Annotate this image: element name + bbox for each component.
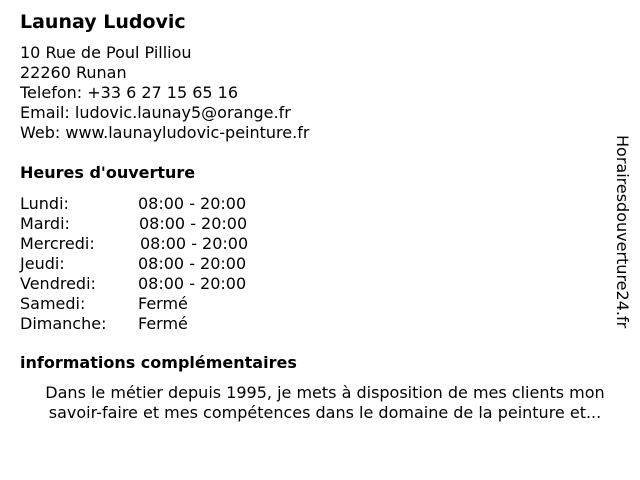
day-label: Dimanche: bbox=[20, 314, 107, 333]
day-hours: Fermé bbox=[138, 314, 188, 333]
city-postcode: 22260 Runan bbox=[20, 63, 127, 82]
email-address[interactable]: Email: ludovic.launay5@orange.fr bbox=[20, 103, 291, 122]
contact-block bbox=[20, 43, 309, 143]
day-label: Jeudi: bbox=[20, 254, 65, 273]
info-heading: informations complémentaires bbox=[20, 353, 297, 372]
street-address: 10 Rue de Poul Pilliou bbox=[20, 43, 192, 62]
info-line: savoir-faire et mes compétences dans le domaine de la peinture et... bbox=[48, 403, 602, 422]
site-watermark: Horairesdouverture24.fr bbox=[613, 135, 632, 329]
day-label: Mercredi: bbox=[20, 234, 95, 253]
day-label: Lundi: bbox=[20, 194, 69, 213]
day-label: Samedi: bbox=[20, 294, 86, 313]
day-hours: 08:00 - 20:00 bbox=[138, 274, 247, 293]
info-line: Dans le métier depuis 1995, je mets à disposition de mes clients mon bbox=[45, 383, 605, 402]
website-link[interactable]: Web: www.launayludovic-peinture.fr bbox=[20, 123, 310, 142]
business-name: Launay Ludovic bbox=[20, 11, 186, 33]
day-label: Vendredi: bbox=[20, 274, 96, 293]
day-hours: 08:00 - 20:00 bbox=[138, 254, 247, 273]
phone-number[interactable]: Telefon: +33 6 27 15 65 16 bbox=[20, 83, 239, 102]
info-text bbox=[20, 383, 630, 423]
day-hours: 08:00 - 20:00 bbox=[139, 214, 248, 233]
day-hours: 08:00 - 20:00 bbox=[138, 194, 247, 213]
day-hours: 08:00 - 20:00 bbox=[140, 234, 249, 253]
day-label: Mardi: bbox=[20, 214, 70, 233]
hours-heading: Heures d'ouverture bbox=[20, 163, 196, 182]
day-hours: Fermé bbox=[138, 294, 188, 313]
